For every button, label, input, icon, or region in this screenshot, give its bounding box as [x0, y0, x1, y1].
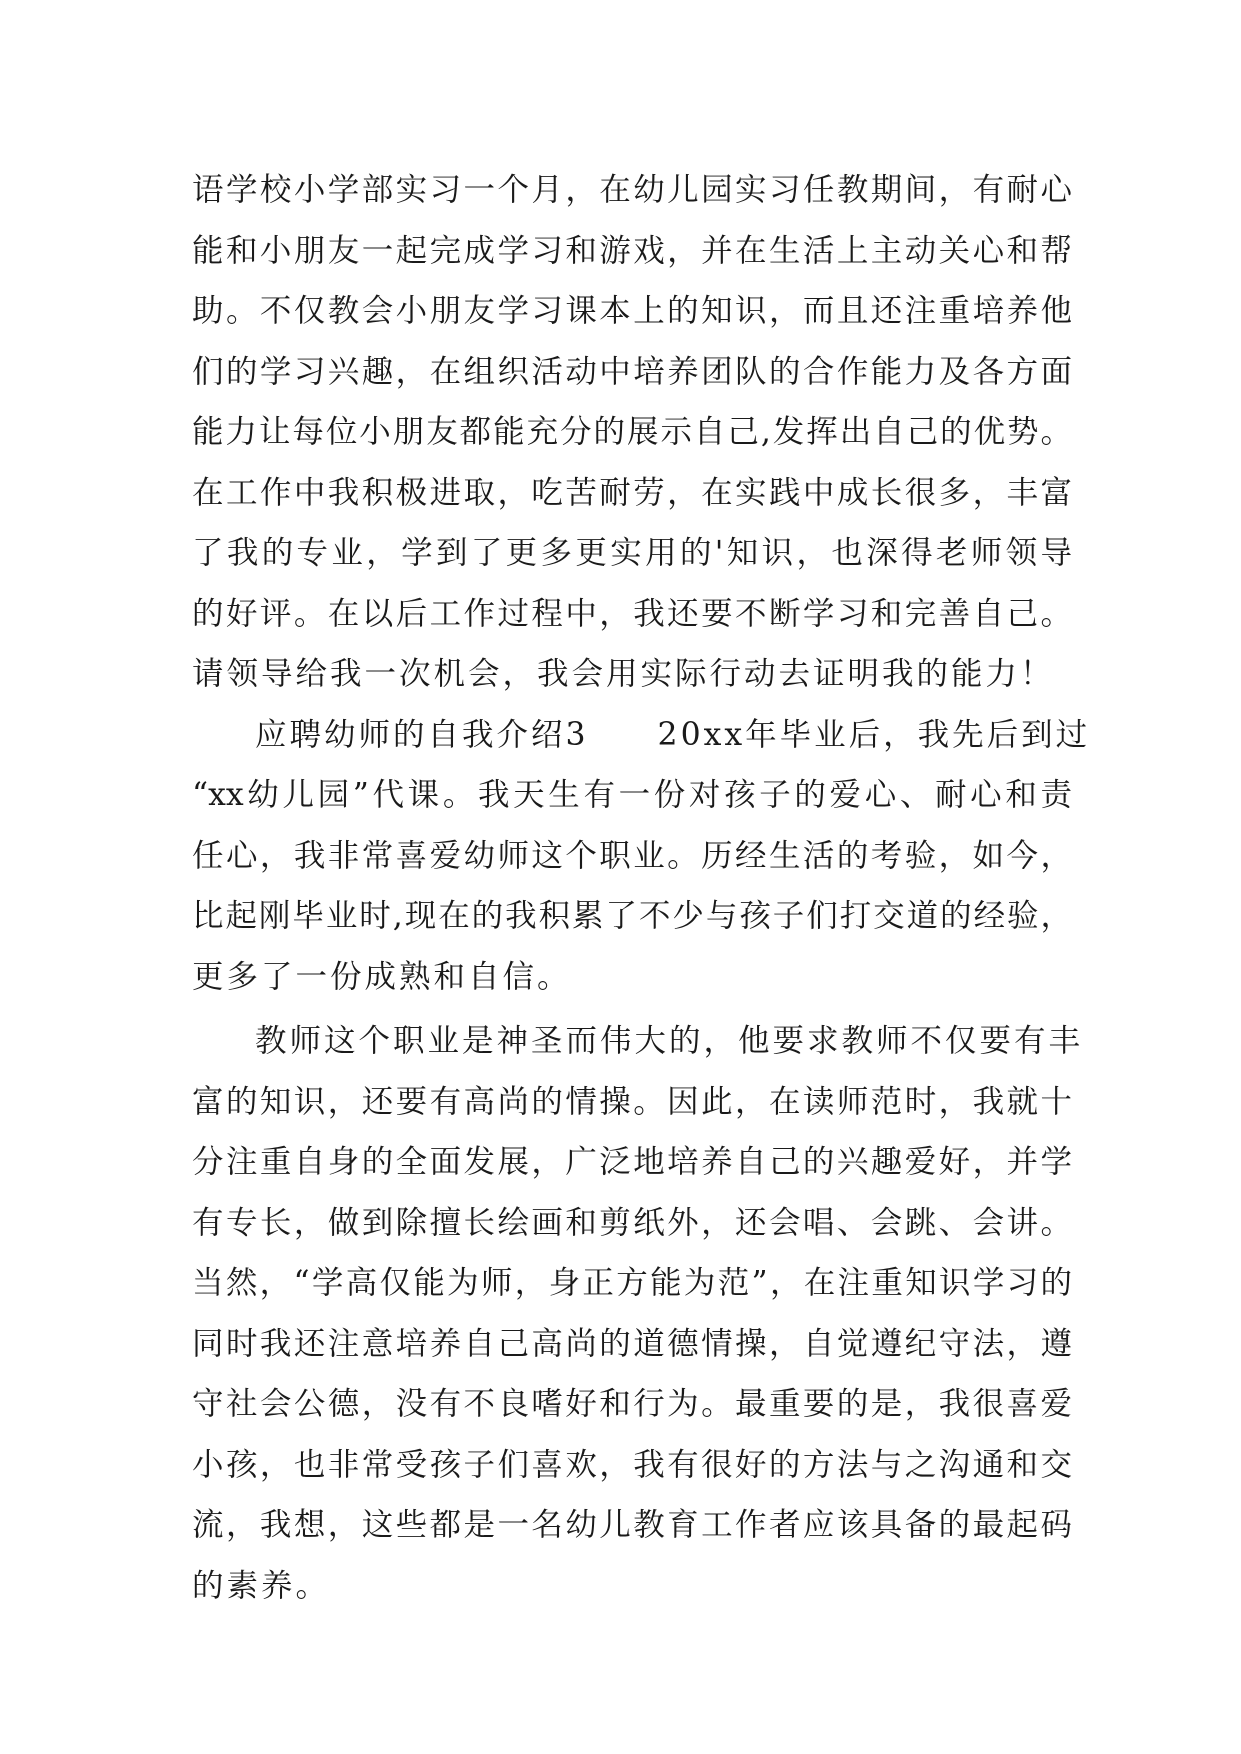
- text-line: 流，我想，这些都是一名幼儿教育工作者应该具备的最起码: [192, 1507, 1072, 1543]
- text-line: 语学校小学部实习一个月，在幼儿园实习任教期间，有耐心: [192, 172, 1072, 208]
- body-text: [192, 160, 1091, 1616]
- text-line: 分注重自身的全面发展，广泛地培养自己的兴趣爱好，并学: [192, 1144, 1072, 1180]
- text-line: 小孩，也非常受孩子们喜欢，我有很好的方法与之沟通和交: [192, 1446, 1072, 1483]
- text-line: 的好评。在以后工作过程中，我还要不断学习和完善自己。: [192, 595, 1072, 632]
- text-line: 在工作中我积极进取，吃苦耐劳，在实践中成长很多，丰富: [192, 474, 1072, 511]
- text-line: 当然，“学高仅能为师，身正方能为范”，在注重知识学习的: [192, 1265, 1072, 1301]
- text-line: 比起刚毕业时,现在的我积累了不少与孩子们打交道的经验，: [192, 898, 1072, 934]
- text-line: 能力让每位小朋友都能充分的展示自己,发挥出自己的优势。: [192, 414, 1072, 450]
- text-line: 们的学习兴趣，在组织活动中培养团队的合作能力及各方面: [192, 353, 1072, 390]
- text-line: 有专长，做到除擅长绘画和剪纸外，还会唱、会跳、会讲。: [192, 1204, 1072, 1241]
- text-line: 富的知识，还要有高尚的情操。因此，在读师范时，我就十: [192, 1083, 1072, 1120]
- text-line: 请领导给我一次机会，我会用实际行动去证明我的能力！: [192, 656, 1055, 692]
- text-line: 任心，我非常喜爱幼师这个职业。历经生活的考验，如今，: [192, 837, 1072, 874]
- text-line: “xx幼儿园”代课。我天生有一份对孩子的爱心、耐心和责: [192, 777, 1072, 813]
- text-line: 了我的专业，学到了更多更实用的'知识，也深得老师领导: [192, 535, 1072, 571]
- text-line: 同时我还注意培养自己高尚的道德情操，自觉遵纪守法，遵: [192, 1325, 1072, 1362]
- text-line: 的素养。: [192, 1567, 331, 1604]
- text-line: 守社会公德，没有不良嗜好和行为。最重要的是，我很喜爱: [192, 1386, 1072, 1422]
- section-heading-line: 应聘幼师的自我介绍3 20xx年毕业后，我先后到过: [255, 716, 1091, 753]
- text-line: 能和小朋友一起完成学习和游戏，并在生活上主动关心和帮: [192, 232, 1072, 269]
- paragraph-start-line: 教师这个职业是神圣而伟大的，他要求教师不仅要有丰: [255, 1023, 1084, 1059]
- text-line: 更多了一份成熟和自信。: [192, 958, 572, 995]
- text-line: 助。不仅教会小朋友学习课本上的知识，而且还注重培养他: [192, 293, 1072, 329]
